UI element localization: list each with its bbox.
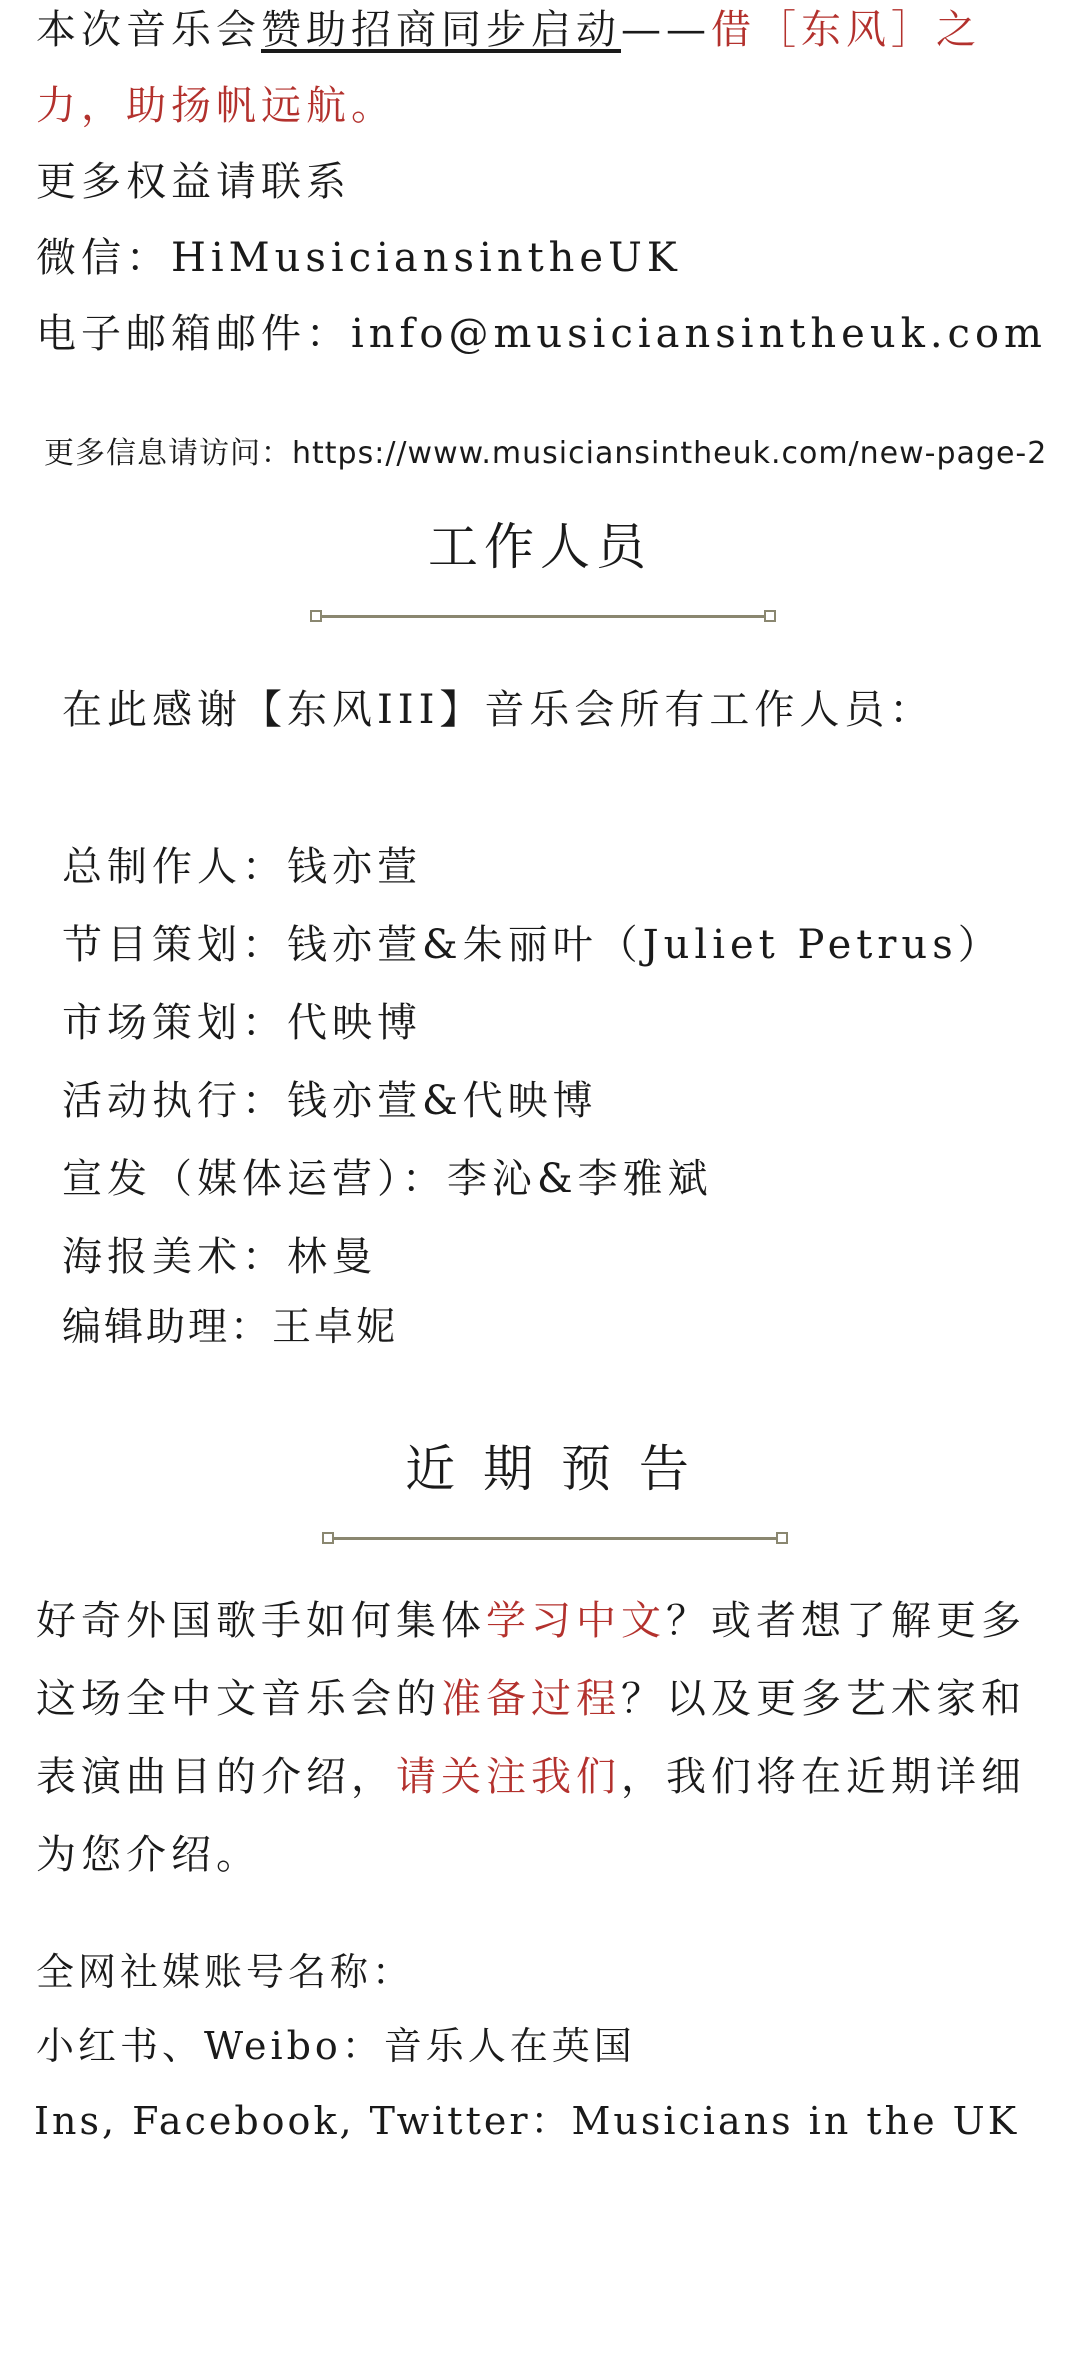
staff-row: 节目策划：钱亦萱&朱丽叶（Juliet Petrus）	[62, 922, 1003, 968]
learn-chinese-link[interactable]: 学习中文	[486, 1598, 666, 1644]
sponsor-slogan-b: 力，助扬帆远航。	[36, 83, 396, 129]
staff-divider	[310, 610, 776, 622]
email-line: 电子邮箱邮件：info@musiciansintheuk.com	[36, 311, 1047, 357]
staff-section-title: 工作人员	[428, 518, 652, 576]
staff-row: 编辑助理：王卓妮	[62, 1305, 399, 1350]
staff-row: 海报美术：林曼	[62, 1234, 377, 1280]
staff-row: 市场策划：代映博	[62, 1000, 422, 1046]
sponsor-slogan-a: 借［东风］之	[711, 7, 981, 53]
staff-row: 总制作人：钱亦萱	[62, 844, 422, 890]
contact-heading: 更多权益请联系	[36, 159, 351, 205]
staff-row: 宣发（媒体运营）：李沁&李雅斌	[62, 1156, 713, 1202]
preview-divider	[322, 1532, 788, 1544]
social-heading: 全网社媒账号名称：	[36, 1950, 415, 1994]
preview-section-title: 近 期 预 告	[405, 1440, 695, 1498]
social-line-intl: Ins, Facebook, Twitter：Musicians in the UK	[34, 2099, 1020, 2143]
wechat-line: 微信：HiMusiciansintheUK	[36, 235, 682, 281]
sponsor-dash: ——	[621, 7, 711, 53]
social-line-cn: 小红书、Weibo：音乐人在英国	[36, 2024, 636, 2068]
follow-us-link[interactable]: 请关注我们	[396, 1754, 621, 1800]
staff-row: 活动执行：钱亦萱&代映博	[62, 1078, 598, 1124]
sponsor-text-a: 本次音乐会	[36, 7, 261, 53]
sponsor-line-1	[36, 7, 1056, 53]
preview-paragraph: 好奇外国歌手如何集体学习中文？或者想了解更多这场全中文音乐会的准备过程？以及更多艺术家和表演曲目的介绍，请关注我们，我们将在近期详细为您介绍。	[36, 1598, 1026, 1878]
website-link[interactable]: 更多信息请访问：https://www.musiciansintheuk.com/new-page-2	[44, 436, 1048, 471]
preparation-link[interactable]: 准备过程	[441, 1676, 621, 1722]
staff-thanks: 在此感谢【东风III】音乐会所有工作人员：	[62, 687, 935, 733]
sponsor-link[interactable]: 赞助招商同步启动	[261, 7, 621, 53]
